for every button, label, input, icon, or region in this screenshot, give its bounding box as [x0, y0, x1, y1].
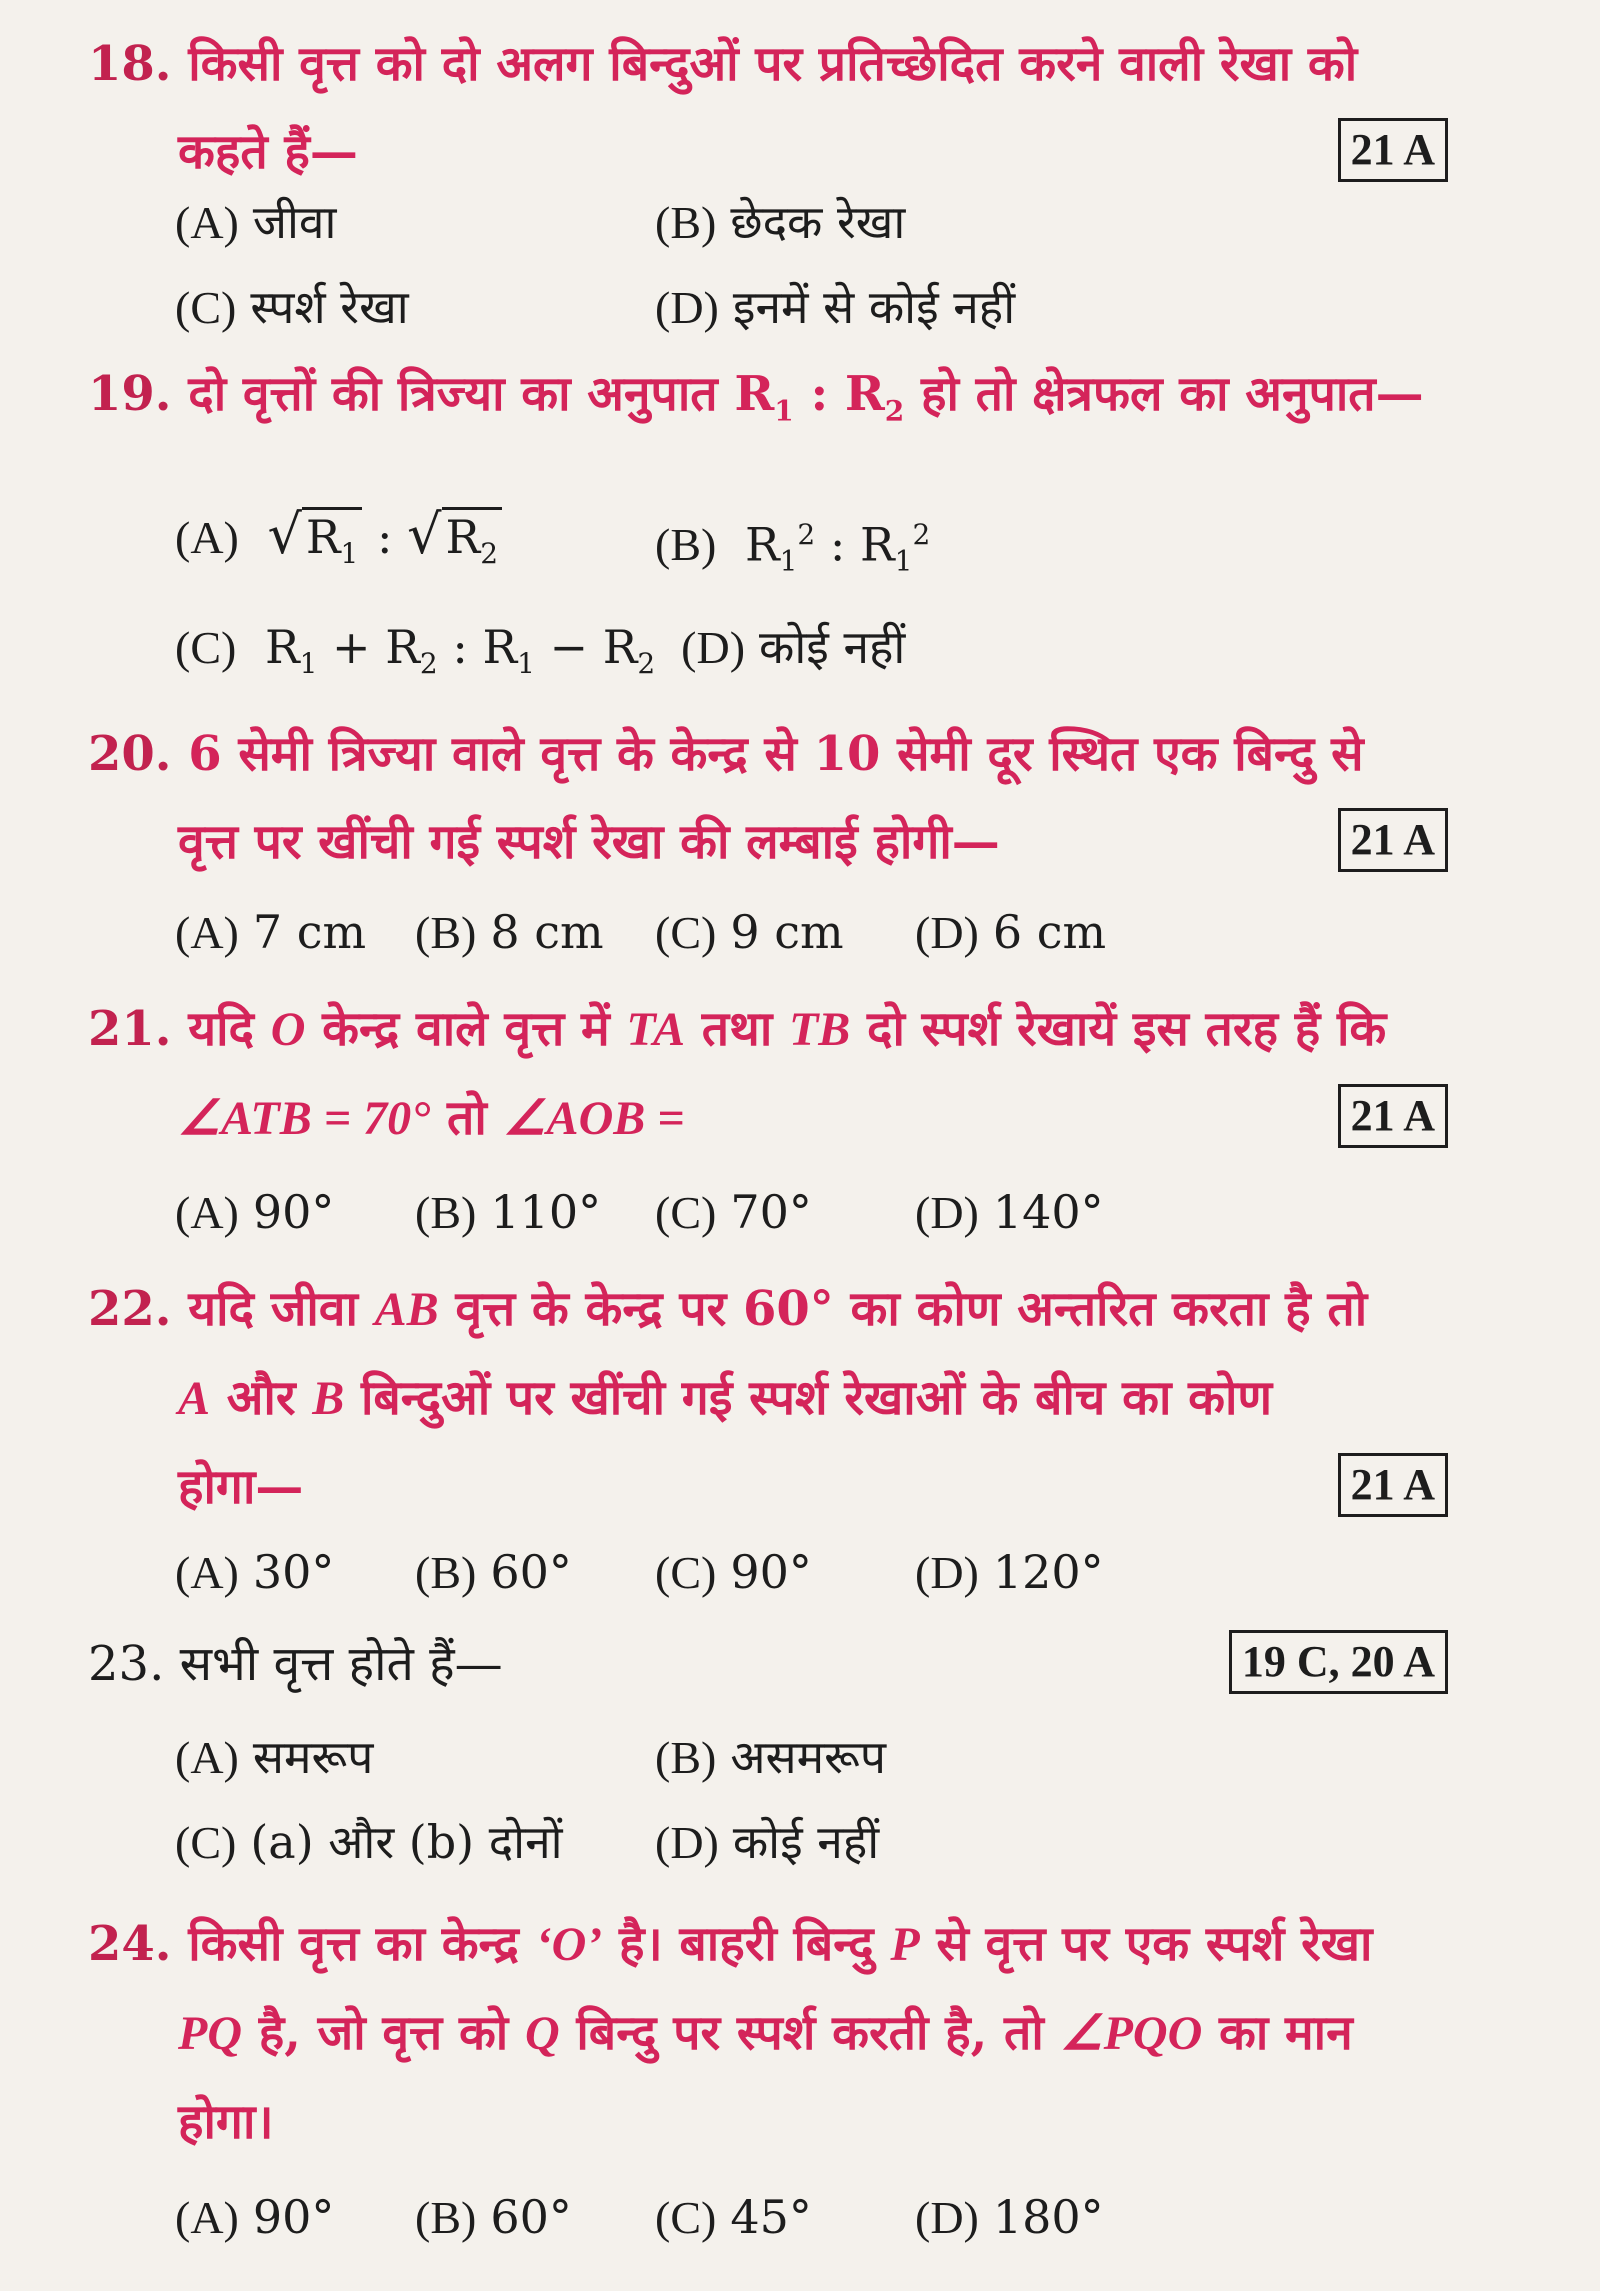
option-c[interactable]: (C) $R_1 + R_2$ : $R_1 - R_2$ — [175, 620, 656, 681]
option-b[interactable]: (B) असमरूप — [655, 1730, 886, 1784]
option-d[interactable]: (D) कोई नहीं — [681, 620, 906, 674]
options-19 — [175, 480, 1435, 617]
question-19 — [88, 350, 1448, 456]
question-18 — [88, 20, 1448, 196]
option-d[interactable]: (D) कोई नहीं — [655, 1815, 880, 1869]
question-text: दो वृत्तों की त्रिज्या का अनुपात — [188, 366, 718, 422]
option-a[interactable]: (A) $√R_1$ : $√R_2$ — [175, 480, 655, 617]
exam-code-badge: 21 A — [1338, 1084, 1448, 1148]
options-19-row2 — [175, 605, 1435, 706]
option-c[interactable]: (C) 90° — [655, 1545, 812, 1599]
option-b[interactable]: (B) 60° — [415, 2190, 572, 2244]
option-b[interactable]: (B) 110° — [415, 1185, 602, 1239]
option-a[interactable]: (A) 30° — [175, 1545, 335, 1599]
option-a[interactable]: (A) 90° — [175, 1185, 335, 1239]
option-a[interactable]: (A) समरूप — [175, 1730, 374, 1784]
question-number: 21. — [88, 1001, 172, 1057]
question-number: 22. — [88, 1281, 172, 1337]
option-c[interactable]: (C) (a) और (b) दोनों — [175, 1815, 563, 1869]
option-b[interactable]: (B) छेदक रेखा — [655, 195, 906, 249]
question-21: 21. यदि O केन्द्र वाले वृत्त में TA तथा TB दो स्पर्श रेखायें इस तरह हैं कि ∠ATB = 70° तो ∠AOB = 21 A — [88, 985, 1448, 1163]
option-b[interactable]: (B) $R_1^2$ : $R_1^2$ — [655, 517, 931, 578]
option-c[interactable]: (C) 70° — [655, 1185, 812, 1239]
options-21 — [175, 1170, 1435, 1255]
options-20 — [175, 890, 1435, 975]
option-c[interactable]: (C) स्पर्श रेखा — [175, 280, 409, 334]
question-23 — [88, 1620, 1448, 1708]
option-d[interactable]: (D) 140° — [915, 1185, 1104, 1239]
question-number: 23. — [88, 1636, 165, 1692]
option-d[interactable]: (D) 6 cm — [915, 905, 1107, 959]
exam-code-badge: 21 A — [1338, 808, 1448, 872]
option-b[interactable]: (B) 60° — [415, 1545, 572, 1599]
option-d[interactable]: (D) 120° — [915, 1545, 1104, 1599]
question-text-cont: कहते हैं— — [178, 124, 358, 180]
option-b[interactable]: (B) 8 cm — [415, 905, 604, 959]
option-c[interactable]: (C) 45° — [655, 2190, 812, 2244]
question-text: सभी वृत्त होते हैं— — [179, 1636, 503, 1692]
question-text-cont: हो तो क्षेत्रफल का अनुपात— — [920, 366, 1424, 422]
question-22: 22. यदि जीवा AB वृत्त के केन्द्र पर 60° का कोण अन्तरित करता है तो A और B बिन्दुओं पर खींची गई स्पर्श रेखाओं के बीच का कोण होगा— 21 A — [88, 1265, 1448, 1531]
question-text: किसी वृत्त को दो अलग बिन्दुओं पर प्रतिच्छेदित करने वाली रेखा को — [188, 36, 1358, 92]
question-text-cont: वृत्त पर खींची गई स्पर्श रेखा की लम्बाई होगी— — [178, 814, 1000, 870]
question-number: 18. — [88, 36, 172, 92]
question-number: 19. — [88, 366, 172, 422]
exam-code-badge: 19 C, 20 A — [1229, 1630, 1448, 1694]
question-text: 6 सेमी त्रिज्या वाले वृत्त के केन्द्र से 10 सेमी दूर स्थित एक बिन्दु से — [188, 726, 1364, 782]
option-a[interactable]: (A) जीवा — [175, 195, 337, 249]
options-18 — [175, 180, 1435, 350]
question-20 — [88, 710, 1448, 886]
question-number: 24. — [88, 1916, 172, 1972]
ratio-r1-r2: $R_1$ : $R_2$ — [734, 366, 905, 428]
option-a[interactable]: (A) 7 cm — [175, 905, 367, 959]
options-24 — [175, 2175, 1435, 2260]
option-a[interactable]: (A) 90° — [175, 2190, 335, 2244]
exam-code-badge: 21 A — [1338, 118, 1448, 182]
options-22 — [175, 1530, 1435, 1615]
option-d[interactable]: (D) 180° — [915, 2190, 1104, 2244]
options-23 — [175, 1715, 1435, 1885]
option-c[interactable]: (C) 9 cm — [655, 905, 844, 959]
question-number: 20. — [88, 726, 172, 782]
option-d[interactable]: (D) इनमें से कोई नहीं — [655, 280, 1016, 334]
question-24: 24. किसी वृत्त का केन्द्र ‘O’ है। बाहरी बिन्दु P से वृत्त पर एक स्पर्श रेखा PQ है, जो वृत्त को Q बिन्दु पर स्पर्श करती है, तो ∠PQO का मान होगा। — [88, 1916, 1373, 2150]
exam-code-badge: 21 A — [1338, 1453, 1448, 1517]
